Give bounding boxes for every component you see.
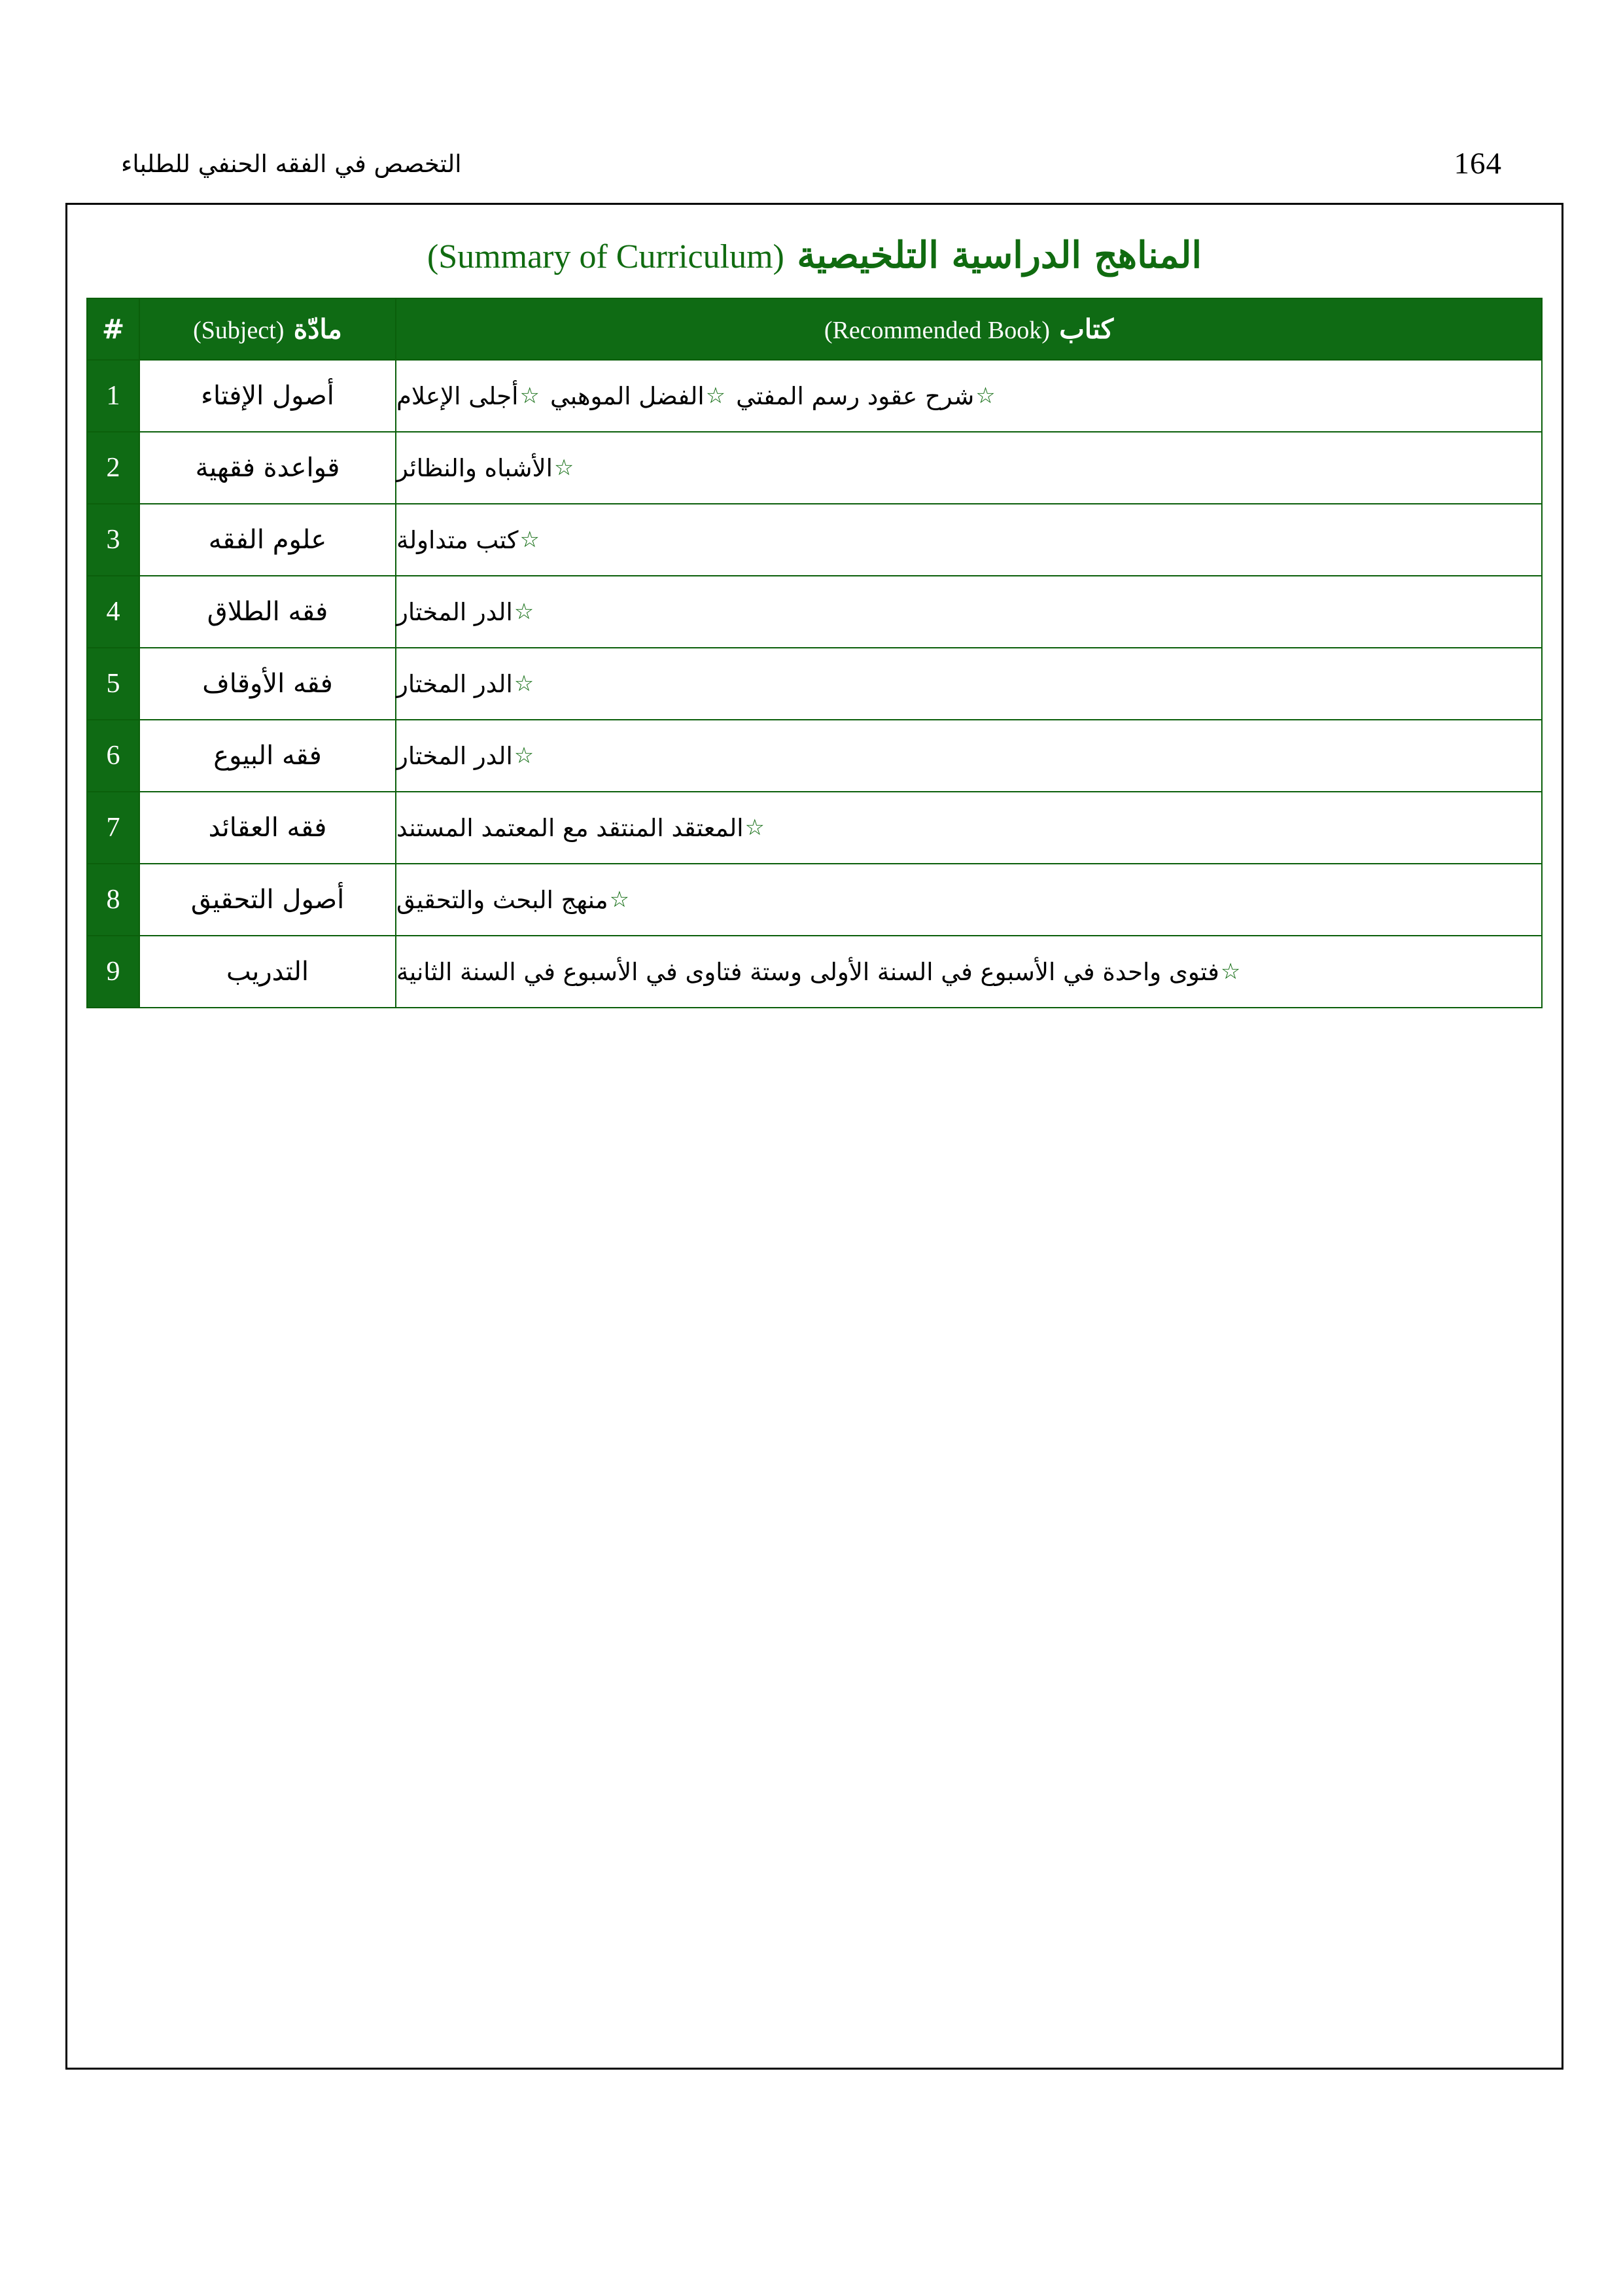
book-list [396,454,1541,482]
book-title: شرح عقود رسم المفتي [736,381,975,410]
book-title: أجلى الإعلام [396,381,519,410]
cell-subject: فقه البيوع [139,720,396,792]
cell-number: 4 [87,576,139,648]
table-row [87,576,1542,648]
cell-books [396,648,1542,720]
cell-number: 6 [87,720,139,792]
content-frame [65,203,1563,2070]
book-list [396,814,1541,842]
column-header-subject-latin: (Subject) [193,317,285,344]
star-icon: ☆ [519,527,540,553]
running-title: التخصص في الفقه الحنفي للطلباء [121,149,462,178]
book-title: كتب متداولة [396,525,519,554]
cell-subject: قواعدة فقهية [139,432,396,504]
star-icon: ☆ [553,455,574,481]
star-icon: ☆ [975,383,996,409]
cell-subject: فقه الطلاق [139,576,396,648]
table-caption-latin: (Summary of Curriculum) [427,238,784,275]
book-title: الدر المختار [396,669,513,698]
book-title: الدر المختار [396,741,513,770]
table-header-row [87,298,1542,360]
book-list [396,598,1541,626]
cell-number: 2 [87,432,139,504]
table-row [87,432,1542,504]
book-item [396,886,631,914]
table-row [87,936,1542,1008]
star-icon: ☆ [519,383,540,409]
column-header-subject [139,298,396,360]
book-list [396,742,1541,770]
column-header-book-latin: (Recommended Book) [824,317,1050,344]
cell-books [396,360,1542,432]
cell-subject: أصول التحقيق [139,864,396,936]
book-item [550,382,727,410]
cell-subject: فقه العقائد [139,792,396,864]
column-header-book [396,298,1542,360]
book-item [396,454,575,482]
star-icon: ☆ [705,383,726,409]
book-title: الفضل الموهبي [550,381,705,410]
book-item [396,958,1242,986]
table-caption-arabic: المناهج الدراسية التلخيصية [797,234,1202,277]
column-header-book-arabic: كتاب [1059,313,1114,345]
book-title: المعتقد المنتقد مع المعتمد المستند [396,813,744,842]
table-row [87,792,1542,864]
running-head [121,141,1502,186]
column-header-number: # [87,298,139,360]
star-icon: ☆ [514,671,534,697]
table-header [87,298,1542,360]
book-item [396,382,541,410]
book-list [396,886,1541,914]
table-row [87,720,1542,792]
book-title: فتوى واحدة في الأسبوع في السنة الأولى وستة فتاوى في الأسبوع في السنة الثانية [396,957,1219,986]
book-item [736,382,997,410]
cell-number: 5 [87,648,139,720]
cell-subject: فقه الأوقاف [139,648,396,720]
table-row [87,864,1542,936]
column-header-subject-arabic: مادّة [293,313,342,345]
cell-number: 1 [87,360,139,432]
book-title: الدر المختار [396,597,513,626]
cell-books [396,720,1542,792]
book-title: الأشباه والنظائر [396,453,553,482]
cell-number: 3 [87,504,139,576]
book-item [396,814,766,842]
page-number: 164 [1454,147,1502,181]
table-row [87,648,1542,720]
cell-subject: علوم الفقه [139,504,396,576]
book-list [396,958,1541,986]
book-title: منهج البحث والتحقيق [396,885,608,914]
cell-number: 7 [87,792,139,864]
book-item [396,742,535,770]
cell-number: 9 [87,936,139,1008]
star-icon: ☆ [609,887,630,913]
star-icon: ☆ [514,743,534,769]
book-list [396,670,1541,698]
table-row [87,360,1542,432]
book-item [396,526,541,554]
book-list [396,382,1541,410]
star-icon: ☆ [1220,959,1241,985]
book-list [396,526,1541,554]
cell-books [396,936,1542,1008]
cell-books [396,864,1542,936]
cell-books [396,576,1542,648]
star-icon: ☆ [514,599,534,625]
table-caption [67,205,1562,298]
cell-books [396,504,1542,576]
table-row [87,504,1542,576]
table-body [87,360,1542,1008]
star-icon: ☆ [744,815,765,841]
book-item [396,598,535,626]
cell-number: 8 [87,864,139,936]
curriculum-table [86,298,1543,1008]
cell-books [396,792,1542,864]
book-item [396,670,535,698]
cell-subject: التدريب [139,936,396,1008]
cell-books [396,432,1542,504]
cell-subject: أصول الإفتاء [139,360,396,432]
